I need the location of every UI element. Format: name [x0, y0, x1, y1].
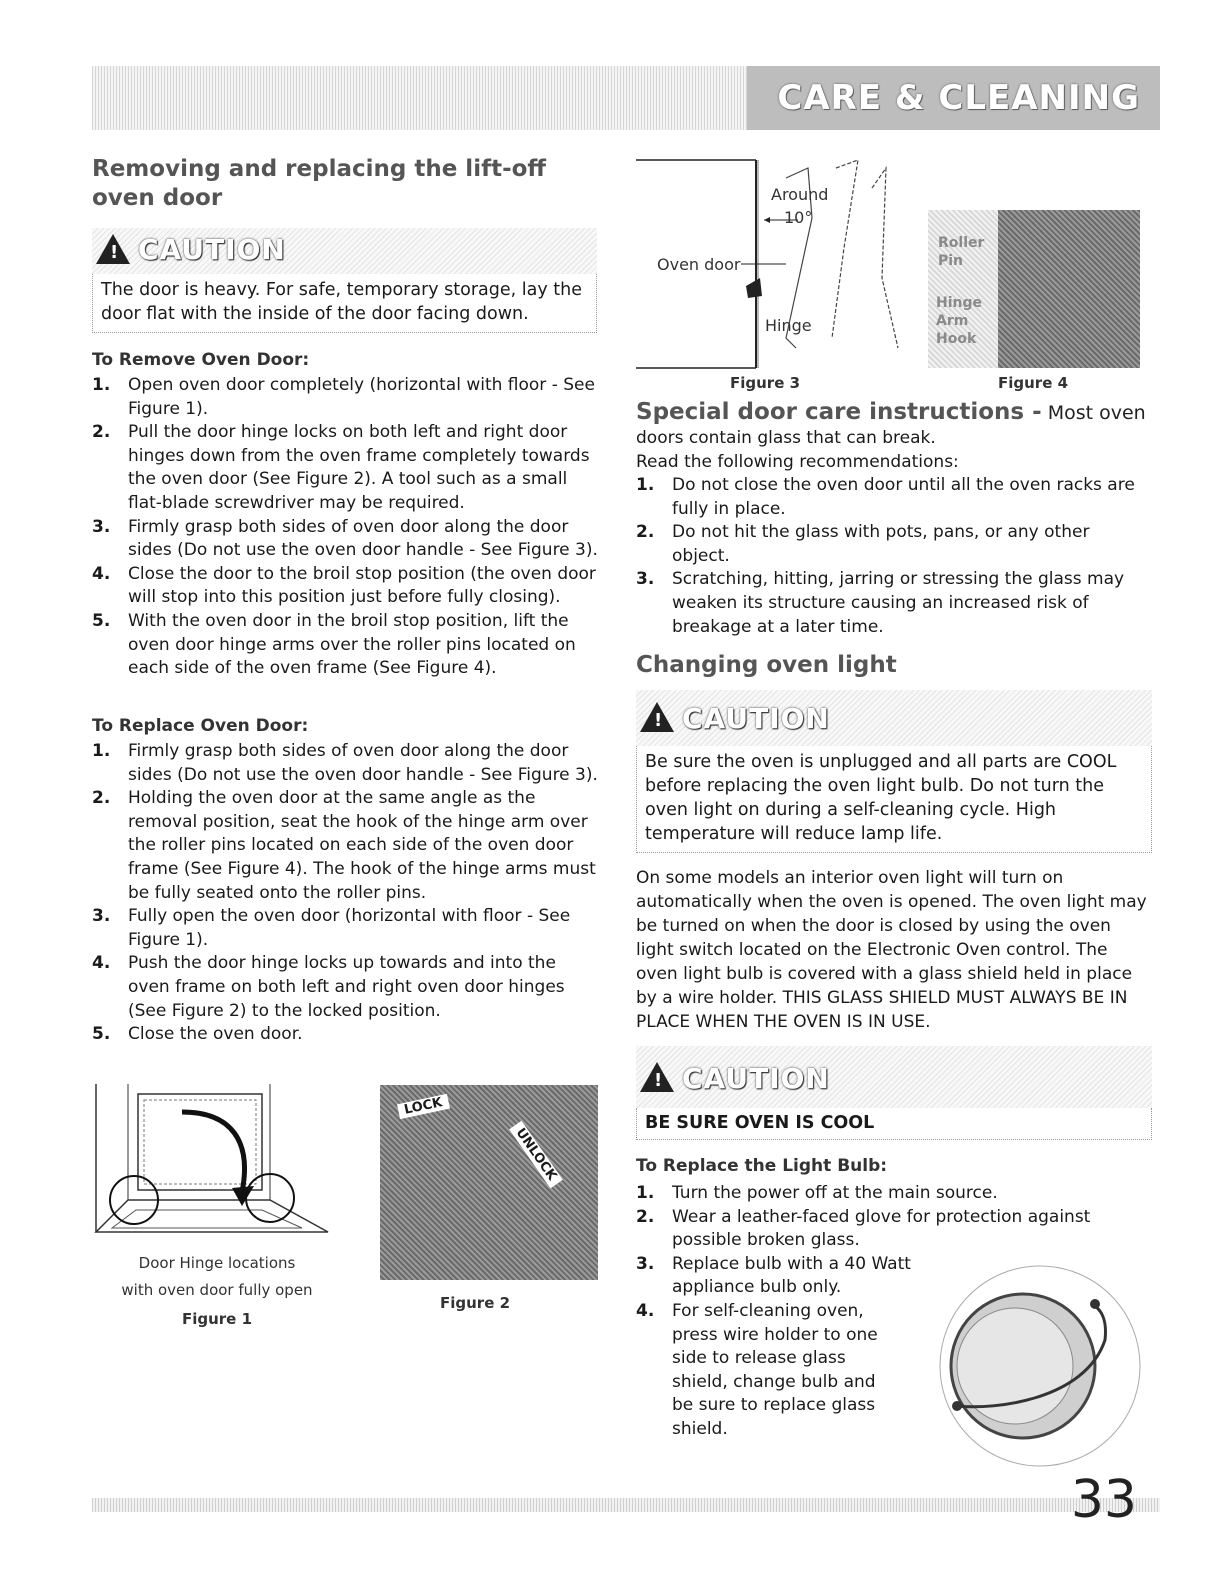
bulb-shield-illustration	[935, 1260, 1150, 1475]
replace-title: To Replace Oven Door:	[92, 716, 309, 736]
light-paragraph: On some models an interior oven light will turn on automatically when the oven is opened. The oven light may be turned on when the door is closed by using the oven light switch located on the Electronic Oven control. The oven light bulb is covered with a glass shield held in place by a wire holder. THIS GLASS SHIELD MUST ALWAYS BE IN PLACE WHEN THE OVEN IS IN USE.	[636, 868, 1147, 1032]
list-item: 3. Scratching, hitting, jarring or stressing the glass may weaken its structure causing an increased risk of breakage at a later time.	[636, 569, 1125, 637]
list-item: 5. With the oven door in the broil stop position, lift the oven door hinge arms over the roller pins located on each side of the oven frame (See Figure 4).	[92, 610, 576, 679]
special-care-lead: Most oven	[1041, 402, 1146, 424]
figure4-photo	[928, 210, 1140, 368]
warning-icon	[640, 702, 674, 732]
caution-label: CAUTION	[682, 702, 830, 735]
warning-icon	[96, 234, 130, 264]
figure4-label: Figure 4	[998, 374, 1069, 392]
caution-label: CAUTION	[682, 1062, 830, 1095]
list-item: 1. Open oven door completely (horizontal with floor - See Figure 1).	[92, 375, 595, 419]
caution-text: BE SURE OVEN IS COOL	[636, 1108, 1152, 1140]
header-banner	[92, 66, 1160, 130]
list-item: 1. Do not close the oven door until all the oven racks are fully in place.	[636, 475, 1135, 519]
light-heading: Changing oven light	[636, 652, 897, 678]
caution-text: The door is heavy. For safe, temporary storage, lay the door flat with the inside of the door facing down.	[92, 274, 597, 333]
special-care-intro: doors contain glass that can break.	[636, 428, 936, 448]
figure2-label: Figure 2	[440, 1294, 511, 1312]
door-caution-box	[92, 228, 597, 333]
special-care-intro2: Read the following recommendations:	[636, 452, 959, 472]
list-item: 1. Turn the power off at the main source.	[636, 1183, 998, 1203]
list-item: 3. Fully open the oven door (horizontal with floor - See Figure 1).	[92, 906, 571, 950]
figure1-caption-1: Door Hinge locations	[138, 1254, 296, 1272]
fig4-roller: Roller	[938, 235, 985, 251]
remove-steps	[92, 374, 602, 681]
door-heading: Removing and replacing the lift-off oven door	[92, 156, 547, 211]
page-number: 33	[1070, 1470, 1137, 1530]
list-item: 2. Pull the door hinge locks on both left and right door hinges down from the oven frame completely towards the oven door (See Figure 2). A tool such as a small flat-blade screwdriver may be required.	[92, 422, 590, 513]
unlock-label: UNLOCK	[509, 1121, 563, 1189]
list-item: 3. Replace bulb with a 40 Watt appliance bulb only.	[636, 1253, 911, 1298]
fig4-hinge: Hinge	[936, 295, 982, 311]
footer-bar	[92, 1498, 1160, 1512]
list-item: 4. Close the door to the broil stop position (the oven door will stop into this position just before fully closing).	[92, 563, 596, 608]
bulb-title: To Replace the Light Bulb:	[636, 1156, 888, 1176]
warning-icon	[640, 1062, 674, 1092]
list-item: 3. Firmly grasp both sides of oven door along the door sides (Do not use the oven door handle - See Figure 3).	[92, 516, 598, 561]
figure2-photo	[380, 1085, 598, 1280]
caution-bar	[636, 690, 1152, 746]
list-item: 2. Holding the oven door at the same angle as the removal position, seat the hook of the hinge arm over the roller pins located on each side of the oven door frame (See Figure 4). The hook of the hinge arms must be fully seated onto the roller pins.	[92, 788, 596, 903]
list-item: 2. Do not hit the glass with pots, pans, or any other object.	[636, 522, 1090, 566]
list-item: 2. Wear a leather-faced glove for protection against possible broken glass.	[636, 1206, 1091, 1251]
caution-text: Be sure the oven is unplugged and all parts are COOL before replacing the oven light bulb. Do not turn the oven light on during a self-cleaning cycle. High temperature will reduce lamp life.	[636, 746, 1152, 853]
caution-bar	[636, 1046, 1152, 1108]
figure3-label: Figure 3	[730, 374, 801, 392]
replace-steps	[92, 740, 602, 1047]
caution-bar	[92, 228, 597, 274]
remove-title: To Remove Oven Door:	[92, 350, 310, 370]
figure1-oven-diagram	[92, 1082, 342, 1252]
list-item: 4. For self-cleaning oven, press wire holder to one side to release glass shield, change bulb and be sure to replace glass shield.	[636, 1300, 878, 1439]
list-item: 1. Firmly grasp both sides of oven door along the door sides (Do not use the oven door handle - See Figure 3).	[92, 741, 598, 785]
section-title: CARE & CLEANING	[747, 66, 1160, 130]
figure1-caption-2: with oven door fully open	[121, 1281, 313, 1299]
fig3-oven-door: Oven door	[657, 255, 741, 274]
figure4-photo-dark	[998, 210, 1140, 368]
lock-label: LOCK	[397, 1094, 450, 1119]
fig3-around: Around	[771, 185, 829, 204]
fig4-hook: Hook	[936, 331, 977, 347]
light-caution-box	[636, 690, 1152, 853]
special-care-heading: Special door care instructions -	[636, 399, 1042, 425]
cool-caution-box	[636, 1046, 1152, 1140]
list-item: 5. Close the oven door.	[92, 1024, 303, 1045]
special-care-steps	[636, 474, 1146, 639]
fig3-angle: 10°	[784, 208, 813, 227]
fig4-pin: Pin	[938, 253, 964, 269]
figure1-label: Figure 1	[181, 1310, 253, 1328]
special-care-section	[636, 400, 1160, 639]
list-item: 4. Push the door hinge locks up towards and into the oven frame on both left and right oven door hinges (See Figure 2) to the locked position.	[92, 953, 565, 1021]
fig4-arm: Arm	[936, 313, 969, 329]
fig3-hinge: Hinge	[765, 316, 812, 335]
caution-label: CAUTION	[138, 233, 286, 266]
